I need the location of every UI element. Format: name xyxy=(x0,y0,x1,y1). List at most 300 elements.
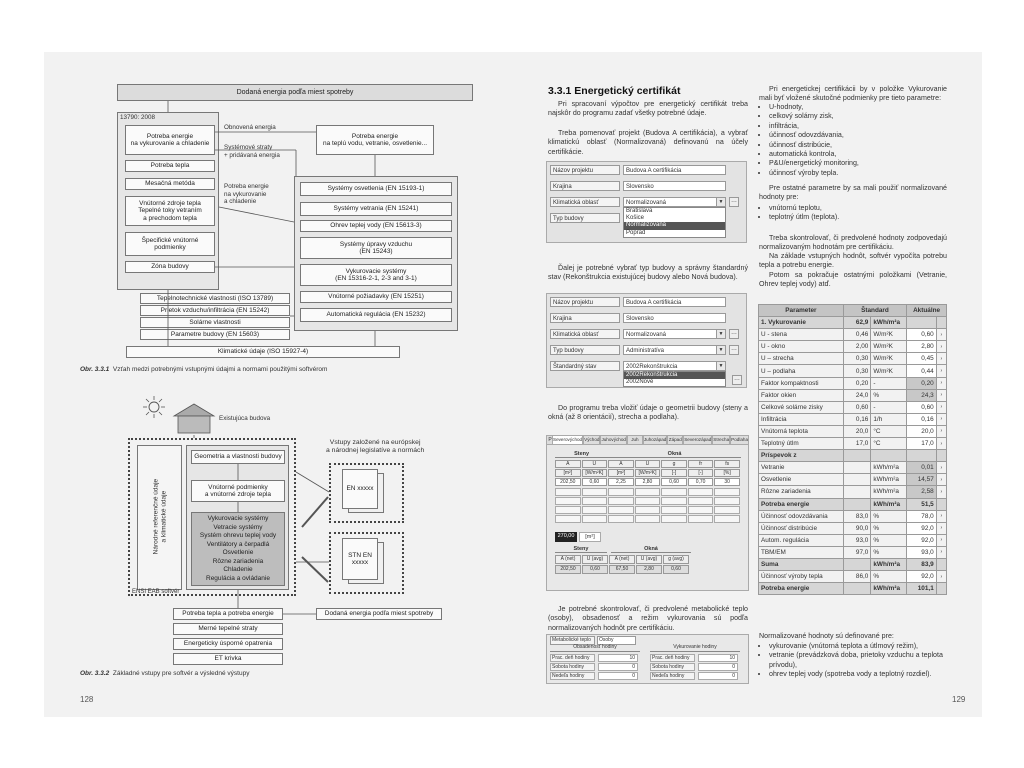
form2-row-5 xyxy=(550,360,726,371)
para-5: Je potrebné skontrolovať, či predvolené metabolické teplo (osoby), obsadenosť a režim vykurovania sú podľa normalizovaných hodnôt pre certifikáciu. xyxy=(548,605,748,632)
param-unit: kWh/m²a xyxy=(871,583,907,595)
table-header-row xyxy=(759,305,947,317)
right-box-2: Systémy vetrania (EN 15241) xyxy=(300,202,452,216)
param-unit: % xyxy=(871,534,907,546)
climate-select[interactable] xyxy=(623,329,726,339)
param-spinner[interactable]: › xyxy=(936,329,946,341)
param-label: Potreba energie xyxy=(759,498,844,510)
param-unit: % xyxy=(871,571,907,583)
building-type-value: Administratíva xyxy=(626,347,665,354)
top-bar: Dodaná energia podľa miest spotreby xyxy=(117,84,473,101)
heating-input[interactable]: 0 xyxy=(698,672,738,680)
bottom-box-4: Parametre budovy (EN 15603) xyxy=(140,329,290,340)
geometry-input[interactable]: 2,25 xyxy=(608,478,634,486)
param-label: U – podlaha xyxy=(759,365,844,377)
standard-state-dropdown[interactable] xyxy=(623,371,726,387)
param-label: Účinnosť distribúcie xyxy=(759,522,844,534)
left-box-1: Potreba energie na vykurovanie a chladenie xyxy=(125,125,215,155)
right-page xyxy=(513,52,982,717)
geometry-bottom-groups xyxy=(555,545,741,553)
param-unit: kWh/m²a xyxy=(871,498,907,510)
chevron-down-icon[interactable]: ▼ xyxy=(716,362,725,370)
col2-list-3 xyxy=(759,642,947,680)
geometry-header: [%] xyxy=(714,469,740,477)
param-unit: % xyxy=(871,522,907,534)
form1-row-2 xyxy=(550,180,726,191)
param-standard: 86,0 xyxy=(843,571,871,583)
caption-1-text: Vzťah medzi potrebnými vstupnými údajmi a normami použitými softvérom xyxy=(112,366,328,373)
param-spinner[interactable]: › xyxy=(936,510,946,522)
param-actual[interactable]: 0,44 xyxy=(907,365,937,377)
schedule-row-label: Nedeľa hodiny xyxy=(550,672,595,680)
standard-state-value: 2002Rekonštrukcia xyxy=(626,363,678,370)
page-number-left: 128 xyxy=(80,695,94,704)
param-standard xyxy=(843,498,871,510)
output-4: ET krivka xyxy=(173,653,283,665)
list-item: • vnútornú teplotu, xyxy=(769,204,947,213)
software-label: ENSI EAB softvér xyxy=(132,589,180,595)
heating-input[interactable]: 10 xyxy=(698,654,738,662)
table-row xyxy=(759,401,947,413)
climate-dropdown-list[interactable] xyxy=(623,207,726,238)
right-box-3: Ohrev teplej vody (EN 15613-3) xyxy=(300,220,452,232)
page-number-right: 129 xyxy=(952,695,966,704)
param-unit: - xyxy=(871,401,907,413)
country-field[interactable]: Slovensko xyxy=(623,313,726,323)
dropdown-option-selected[interactable]: 2002Rekonštrukcia xyxy=(624,372,725,379)
table-row xyxy=(759,438,947,450)
doc1: EN xxxxx xyxy=(342,469,378,509)
occupancy-input[interactable]: 10 xyxy=(598,654,638,662)
param-actual[interactable]: 2,80 xyxy=(907,341,937,353)
occupancy-input[interactable]: 0 xyxy=(598,672,638,680)
para-4: Do programu treba vložiť údaje o geometrii budovy (steny a okná (až 8 orientácií), strecha a podlaha). xyxy=(548,404,748,422)
param-spinner[interactable]: › xyxy=(936,486,946,498)
param-unit: kWh/m²a xyxy=(871,486,907,498)
geometry-empty-cell[interactable] xyxy=(635,488,661,496)
country-field[interactable]: Slovensko xyxy=(623,181,726,191)
param-unit: - xyxy=(871,377,907,389)
param-actual[interactable]: 14,57 xyxy=(907,474,937,486)
geometry-empty-cell[interactable] xyxy=(555,497,581,505)
geometry-empty-cell[interactable] xyxy=(582,506,608,514)
param-standard: 17,0 xyxy=(843,438,871,450)
geometry-header: A xyxy=(608,460,634,468)
header-parameter: Parameter xyxy=(759,305,844,317)
param-standard: 0,20 xyxy=(843,377,871,389)
output-2: Merné tepelné straty xyxy=(173,623,283,635)
occupancy-input[interactable]: 0 xyxy=(598,663,638,671)
param-actual[interactable]: 92,0 xyxy=(907,534,937,546)
tab-geometry[interactable]: Strecha xyxy=(712,435,730,445)
dropdown-option[interactable]: Košice xyxy=(626,215,645,222)
tab-geometry[interactable]: Severozápad xyxy=(683,435,712,445)
param-actual[interactable]: 2,58 xyxy=(907,486,937,498)
geometry-empty-cell[interactable] xyxy=(555,515,581,523)
geometry-empty-cell[interactable] xyxy=(608,488,634,496)
param-standard: 83,0 xyxy=(843,510,871,522)
param-label: Autom. regulácia xyxy=(759,534,844,546)
geometry-readonly: 0,60 xyxy=(582,565,608,574)
col2-para-1: Pri energetickej certifikácii by v položke Vykurovanie mali byť vložené skutočné podmienky pre tieto parametre: xyxy=(759,85,947,103)
param-actual: 101,1 xyxy=(907,583,937,595)
table-row xyxy=(759,365,947,377)
form2-label-3: Klimatická oblasť xyxy=(550,329,620,339)
geometry-header: U (avg) xyxy=(582,555,608,564)
geometry-empty-cell[interactable] xyxy=(688,506,714,514)
list-item: • vetranie (prevádzková doba, prietoky vzduchu a teplota prívodu), xyxy=(769,651,947,670)
param-standard xyxy=(843,558,871,570)
param-standard: 0,30 xyxy=(843,353,871,365)
param-label: Potreba energie xyxy=(759,583,844,595)
header-actual: Aktuálne xyxy=(907,305,947,317)
geometry-empty-cell[interactable] xyxy=(608,506,634,514)
standard-state-select[interactable] xyxy=(623,361,726,371)
geometry-total-unit: [m²] xyxy=(579,532,601,542)
geometry-readonly: 0,60 xyxy=(663,565,689,574)
geometry-empty-cell[interactable] xyxy=(608,515,634,523)
param-spinner[interactable]: › xyxy=(936,474,946,486)
geometry-readonly: 2,80 xyxy=(636,565,662,574)
col2-list-1 xyxy=(759,103,947,178)
param-standard: 62,9 xyxy=(843,317,871,329)
left-page xyxy=(44,52,513,717)
param-actual[interactable]: 0,16 xyxy=(907,413,937,425)
param-spinner[interactable]: › xyxy=(936,389,946,401)
heating-group: Vykurovanie hodiny xyxy=(650,644,740,652)
param-spinner[interactable]: › xyxy=(936,534,946,546)
table-row xyxy=(759,522,947,534)
project-name-field[interactable]: Budova A certifikácia xyxy=(623,165,726,175)
book-spread xyxy=(44,52,982,717)
geometry-empty-cell[interactable] xyxy=(661,506,687,514)
bottom-walls-label: Steny xyxy=(555,545,607,553)
param-spinner[interactable]: › xyxy=(936,353,946,365)
geometry-header: g xyxy=(661,460,687,468)
schedule-row xyxy=(550,654,745,662)
chevron-down-icon[interactable]: ▼ xyxy=(716,346,725,354)
param-standard: 0,16 xyxy=(843,413,871,425)
geometry-empty-cell[interactable] xyxy=(661,497,687,505)
more-button[interactable]: … xyxy=(729,197,739,207)
inputs-title: Vstupy založené na európskej a národnej legislatíve a normách xyxy=(326,439,425,454)
param-unit: % xyxy=(871,546,907,558)
dropdown-option[interactable]: Poprad xyxy=(626,229,646,236)
form1-label-1: Názov projektu xyxy=(550,165,620,175)
table-row xyxy=(759,474,947,486)
table-row xyxy=(759,329,947,341)
geometry-empty-cell[interactable] xyxy=(714,497,740,505)
list-item: • ohrev teplej vody (spotreba vody a teplotný rozdiel). xyxy=(769,670,947,679)
param-spinner[interactable]: › xyxy=(936,401,946,413)
geometry-header: U xyxy=(582,460,608,468)
param-actual[interactable]: 92,0 xyxy=(907,571,937,583)
col2-para-5: Potom sa pokračuje ostatnými položkami (Vetranie, Ohrev teplej vody) atď. xyxy=(759,271,947,289)
diagram2-connectors xyxy=(44,382,513,672)
param-spinner[interactable]: › xyxy=(936,522,946,534)
geometry-total: 270,00 xyxy=(555,532,577,542)
param-unit: °C xyxy=(871,438,907,450)
left-box-4: Vnútorné zdroje tepla Tepelné toky vetraním a prechodom tepla xyxy=(125,196,215,226)
param-unit: W/m²K xyxy=(871,353,907,365)
list-item: • teplotný útlm (teplota). xyxy=(769,213,947,222)
geometry-header: [-] xyxy=(688,469,714,477)
climate-select-value: Normalizovaná xyxy=(626,199,667,206)
geometry-header: fs xyxy=(714,460,740,468)
param-spinner[interactable]: › xyxy=(936,425,946,437)
geometry-input[interactable]: 30 xyxy=(714,478,740,486)
geometry-empty-cell[interactable] xyxy=(688,497,714,505)
building-label: Existujúca budova xyxy=(219,415,271,422)
table-row xyxy=(759,510,947,522)
geometry-input[interactable]: 2,80 xyxy=(635,478,661,486)
list-item: • účinnosť odovzdávania, xyxy=(769,131,947,140)
caption-2 xyxy=(80,670,249,677)
table-row xyxy=(759,341,947,353)
tab-geometry[interactable]: Podlaha xyxy=(730,435,749,445)
param-label: Infiltrácia xyxy=(759,413,844,425)
param-label: Účinnosť odovzdávania xyxy=(759,510,844,522)
param-actual[interactable]: 0,60 xyxy=(907,401,937,413)
param-label: Celkové solárne zisky xyxy=(759,401,844,413)
param-spinner[interactable]: › xyxy=(936,413,946,425)
param-standard: 2,00 xyxy=(843,341,871,353)
form2-row-3 xyxy=(550,328,739,339)
param-actual: 51,5 xyxy=(907,498,937,510)
param-actual[interactable]: 24,3 xyxy=(907,389,937,401)
caption-1-num: Obr. 3.3.1 xyxy=(80,366,110,373)
geometry-total-row xyxy=(555,532,741,542)
form2-label-2: Krajina xyxy=(550,313,620,323)
param-actual[interactable]: 92,0 xyxy=(907,522,937,534)
col2-para-4: Na základe vstupných hodnôt, softvér vypočíta potrebu tepla a potrebu energie. xyxy=(759,252,947,270)
list-item: • automatická kontrola, xyxy=(769,150,947,159)
geometry-empty-cell[interactable] xyxy=(582,488,608,496)
param-standard xyxy=(843,583,871,595)
param-spinner[interactable]: › xyxy=(936,377,946,389)
left-box-6: Zóna budovy xyxy=(125,261,215,273)
arrow-label-2: Systémové straty + pridávaná energia xyxy=(224,144,280,159)
bottom-windows-label: Okná xyxy=(611,545,691,553)
param-label: Vetranie xyxy=(759,462,844,474)
col2-para-2: Pre ostatné parametre by sa mali použiť normalizované hodnoty pre: xyxy=(759,184,947,202)
geometry-header: [m²] xyxy=(608,469,634,477)
building-type-select[interactable] xyxy=(623,345,726,355)
param-spinner[interactable]: › xyxy=(936,365,946,377)
geometry-empty-cell[interactable] xyxy=(688,488,714,496)
geometry-empty-cell[interactable] xyxy=(555,488,581,496)
schedule-row xyxy=(550,672,745,680)
param-standard: 0,30 xyxy=(843,365,871,377)
geometry-empty-cell[interactable] xyxy=(555,506,581,514)
param-actual: 83,9 xyxy=(907,558,937,570)
table-row xyxy=(759,583,947,595)
geometry-input[interactable]: 0,60 xyxy=(582,478,608,486)
geometry-empty-cell[interactable] xyxy=(582,497,608,505)
section-heading: 3.3.1 Energetický certifikát xyxy=(548,85,681,97)
geometry-bottom-vals xyxy=(555,565,741,574)
climate-select[interactable] xyxy=(623,197,726,207)
form1-row-1 xyxy=(550,164,726,175)
param-actual[interactable]: 93,0 xyxy=(907,546,937,558)
schedule-row-label: Prac. deň hodiny xyxy=(650,654,695,662)
schedule-row-label: Sobota hodiny xyxy=(650,663,695,671)
dropdown-option[interactable]: Bratislava xyxy=(626,208,653,214)
output-1: Potreba tepla a potreba energie xyxy=(173,608,283,620)
chevron-down-icon[interactable]: ▼ xyxy=(716,330,725,338)
dropdown-option-selected[interactable]: Normalizovaná xyxy=(624,222,725,229)
param-actual[interactable]: 0,01 xyxy=(907,462,937,474)
geometry-empty-cell[interactable] xyxy=(661,515,687,523)
param-actual[interactable]: 0,60 xyxy=(907,329,937,341)
left-box-5: Špecifické vnútorné podmienky xyxy=(125,232,215,256)
tab-geometry[interactable]: Východ xyxy=(583,435,600,445)
form2-label-4: Typ budovy xyxy=(550,345,620,355)
param-label: Faktor okien xyxy=(759,389,844,401)
vertical-label: Národné referenčné údaje a klimatické údaje xyxy=(152,478,167,555)
form2-row-2 xyxy=(550,312,726,323)
table-row xyxy=(759,353,947,365)
param-standard xyxy=(843,462,871,474)
geometry-empty-cell[interactable] xyxy=(714,515,740,523)
geometry-empty-cell[interactable] xyxy=(635,515,661,523)
param-unit: kWh/m²a xyxy=(871,474,907,486)
param-actual[interactable]: 0,20 xyxy=(907,377,937,389)
geometry-header: fr xyxy=(688,460,714,468)
caption-2-text: Základné vstupy pre softvér a výsledné výstupy xyxy=(112,670,250,677)
param-standard xyxy=(843,450,871,462)
tab-marker: P xyxy=(546,435,554,445)
geometry-input[interactable]: 202,50 xyxy=(555,478,581,486)
list-item: • vykurovanie (vnútorná teplota a útlmový režim), xyxy=(769,642,947,651)
arrow-label-3: Potreba energie na vykurovanie a chladenie xyxy=(224,183,269,206)
geometry-empty-cell[interactable] xyxy=(661,488,687,496)
geometry-empty-cell[interactable] xyxy=(714,506,740,514)
geometry-header: U xyxy=(635,460,661,468)
chevron-down-icon[interactable]: ▼ xyxy=(716,198,725,206)
param-unit: W/m²K xyxy=(871,365,907,377)
project-name-field[interactable]: Budova A certifikácia xyxy=(623,297,726,307)
tab-geometry[interactable]: Juhozápad xyxy=(643,435,667,445)
param-label: Rôzne zariadenia xyxy=(759,486,844,498)
geometry-empty-cell[interactable] xyxy=(582,515,608,523)
schedule-row-label: Prac. deň hodiny xyxy=(550,654,595,662)
more-button[interactable]: … xyxy=(732,375,742,385)
list-item: • účinnosť distribúcie, xyxy=(769,141,947,150)
walls-label: Steny xyxy=(555,450,608,458)
param-standard: 0,60 xyxy=(843,401,871,413)
climate-select-value: Normalizovaná xyxy=(626,331,667,338)
bottom-box-3: Solárne vlastnosti xyxy=(140,317,290,328)
param-unit: °C xyxy=(871,425,907,437)
inner-box-1: Geometria a vlastnosti budovy xyxy=(191,450,285,464)
output-3: Energeticky úsporné opatrenia xyxy=(173,638,283,650)
geometry-empty-cell[interactable] xyxy=(688,515,714,523)
param-spinner[interactable]: › xyxy=(936,438,946,450)
param-actual xyxy=(907,450,937,462)
tab-geometry[interactable]: Juh xyxy=(627,435,643,445)
param-label: Osvetlenie xyxy=(759,474,844,486)
geometry-empty-cell[interactable] xyxy=(635,497,661,505)
param-actual xyxy=(907,317,937,329)
table-row xyxy=(759,413,947,425)
list-item: • infiltrácia, xyxy=(769,122,947,131)
table-row xyxy=(759,486,947,498)
schedule-groups xyxy=(550,644,745,652)
param-spinner[interactable]: › xyxy=(936,462,946,474)
tab-geometry[interactable]: Severovýchod xyxy=(552,435,583,445)
geometry-empty-cell[interactable] xyxy=(635,506,661,514)
param-actual[interactable]: 0,45 xyxy=(907,353,937,365)
param-standard: 90,0 xyxy=(843,522,871,534)
param-spinner[interactable]: › xyxy=(936,571,946,583)
metabolic-label: Metabolické teplo xyxy=(550,636,595,645)
param-unit: kWh/m²a xyxy=(871,462,907,474)
geometry-header: A (net) xyxy=(609,555,635,564)
param-spinner[interactable]: › xyxy=(936,546,946,558)
param-actual[interactable]: 20,0 xyxy=(907,425,937,437)
inner-box-2: Vnútorné podmienky a vnútorné zdroje tepla xyxy=(191,480,285,502)
left-box-3: Mesačná metóda xyxy=(125,178,215,190)
dropdown-option[interactable]: 2002Nové xyxy=(626,379,654,386)
para-3: Ďalej je potrebné vybrať typ budovy a správny štandardný stav (Rekonštrukcia existujúcej budovy alebo Nová budova). xyxy=(548,264,748,282)
geometry-empty-cell[interactable] xyxy=(608,497,634,505)
param-unit: kWh/m²a xyxy=(871,558,907,570)
heating-input[interactable]: 0 xyxy=(698,663,738,671)
param-actual[interactable]: 78,0 xyxy=(907,510,937,522)
param-spinner xyxy=(936,558,946,570)
list-item: • P&U/energetický monitoring, xyxy=(769,159,947,168)
list-item: • účinnosť výroby tepla. xyxy=(769,169,947,178)
geometry-tab-strip xyxy=(552,435,749,445)
geometry-readonly: 67,50 xyxy=(609,565,635,574)
caption-1 xyxy=(80,366,327,373)
inner-box-3: Vykurovacie systémy Vetracie systémy Systém ohrevu teplej vody Ventilátory a čerpadlá Osvetlenie Rôzne zariadenia Chladenie Regulácia a ovládanie xyxy=(191,512,285,586)
metabolic-value: Osoby xyxy=(599,637,614,643)
table-row xyxy=(759,317,947,329)
geometry-input[interactable]: 0,70 xyxy=(688,478,714,486)
param-spinner xyxy=(936,317,946,329)
more-button[interactable]: … xyxy=(729,329,739,339)
geometry-header: g (avg) xyxy=(663,555,689,564)
form2-row-1 xyxy=(550,296,726,307)
tab-geometry[interactable]: Západ xyxy=(667,435,683,445)
geometry-header: A (net) xyxy=(555,555,581,564)
bottom-box-1: Tepelnotechnické vlastnosti (ISO 13789) xyxy=(140,293,290,304)
param-actual[interactable]: 17,0 xyxy=(907,438,937,450)
param-label: TBM/EM xyxy=(759,546,844,558)
param-unit: kWh/m²a xyxy=(871,317,907,329)
tab-geometry[interactable]: Juhovýchod xyxy=(600,435,627,445)
arrow-label-1: Obnovená energia xyxy=(224,124,276,131)
right-top-box: Potreba energie na teplú vodu, vetranie, osvetlenie... xyxy=(316,125,434,155)
param-label: Príspevok z xyxy=(759,450,844,462)
param-unit: % xyxy=(871,510,907,522)
bottom-bar: Klimatické údaje (ISO 15927-4) xyxy=(126,346,400,358)
geometry-input[interactable]: 0,60 xyxy=(661,478,687,486)
col2-list-2 xyxy=(759,204,947,223)
param-standard: 97,0 xyxy=(843,546,871,558)
form1-label-2: Krajina xyxy=(550,181,620,191)
param-spinner[interactable]: › xyxy=(936,341,946,353)
geometry-empty-cell[interactable] xyxy=(714,488,740,496)
param-label: U - stena xyxy=(759,329,844,341)
param-spinner xyxy=(936,583,946,595)
geometry-header: U (avg) xyxy=(636,555,662,564)
more-button[interactable]: … xyxy=(729,345,739,355)
geometry-grid xyxy=(555,450,741,525)
geometry-header: A xyxy=(555,460,581,468)
